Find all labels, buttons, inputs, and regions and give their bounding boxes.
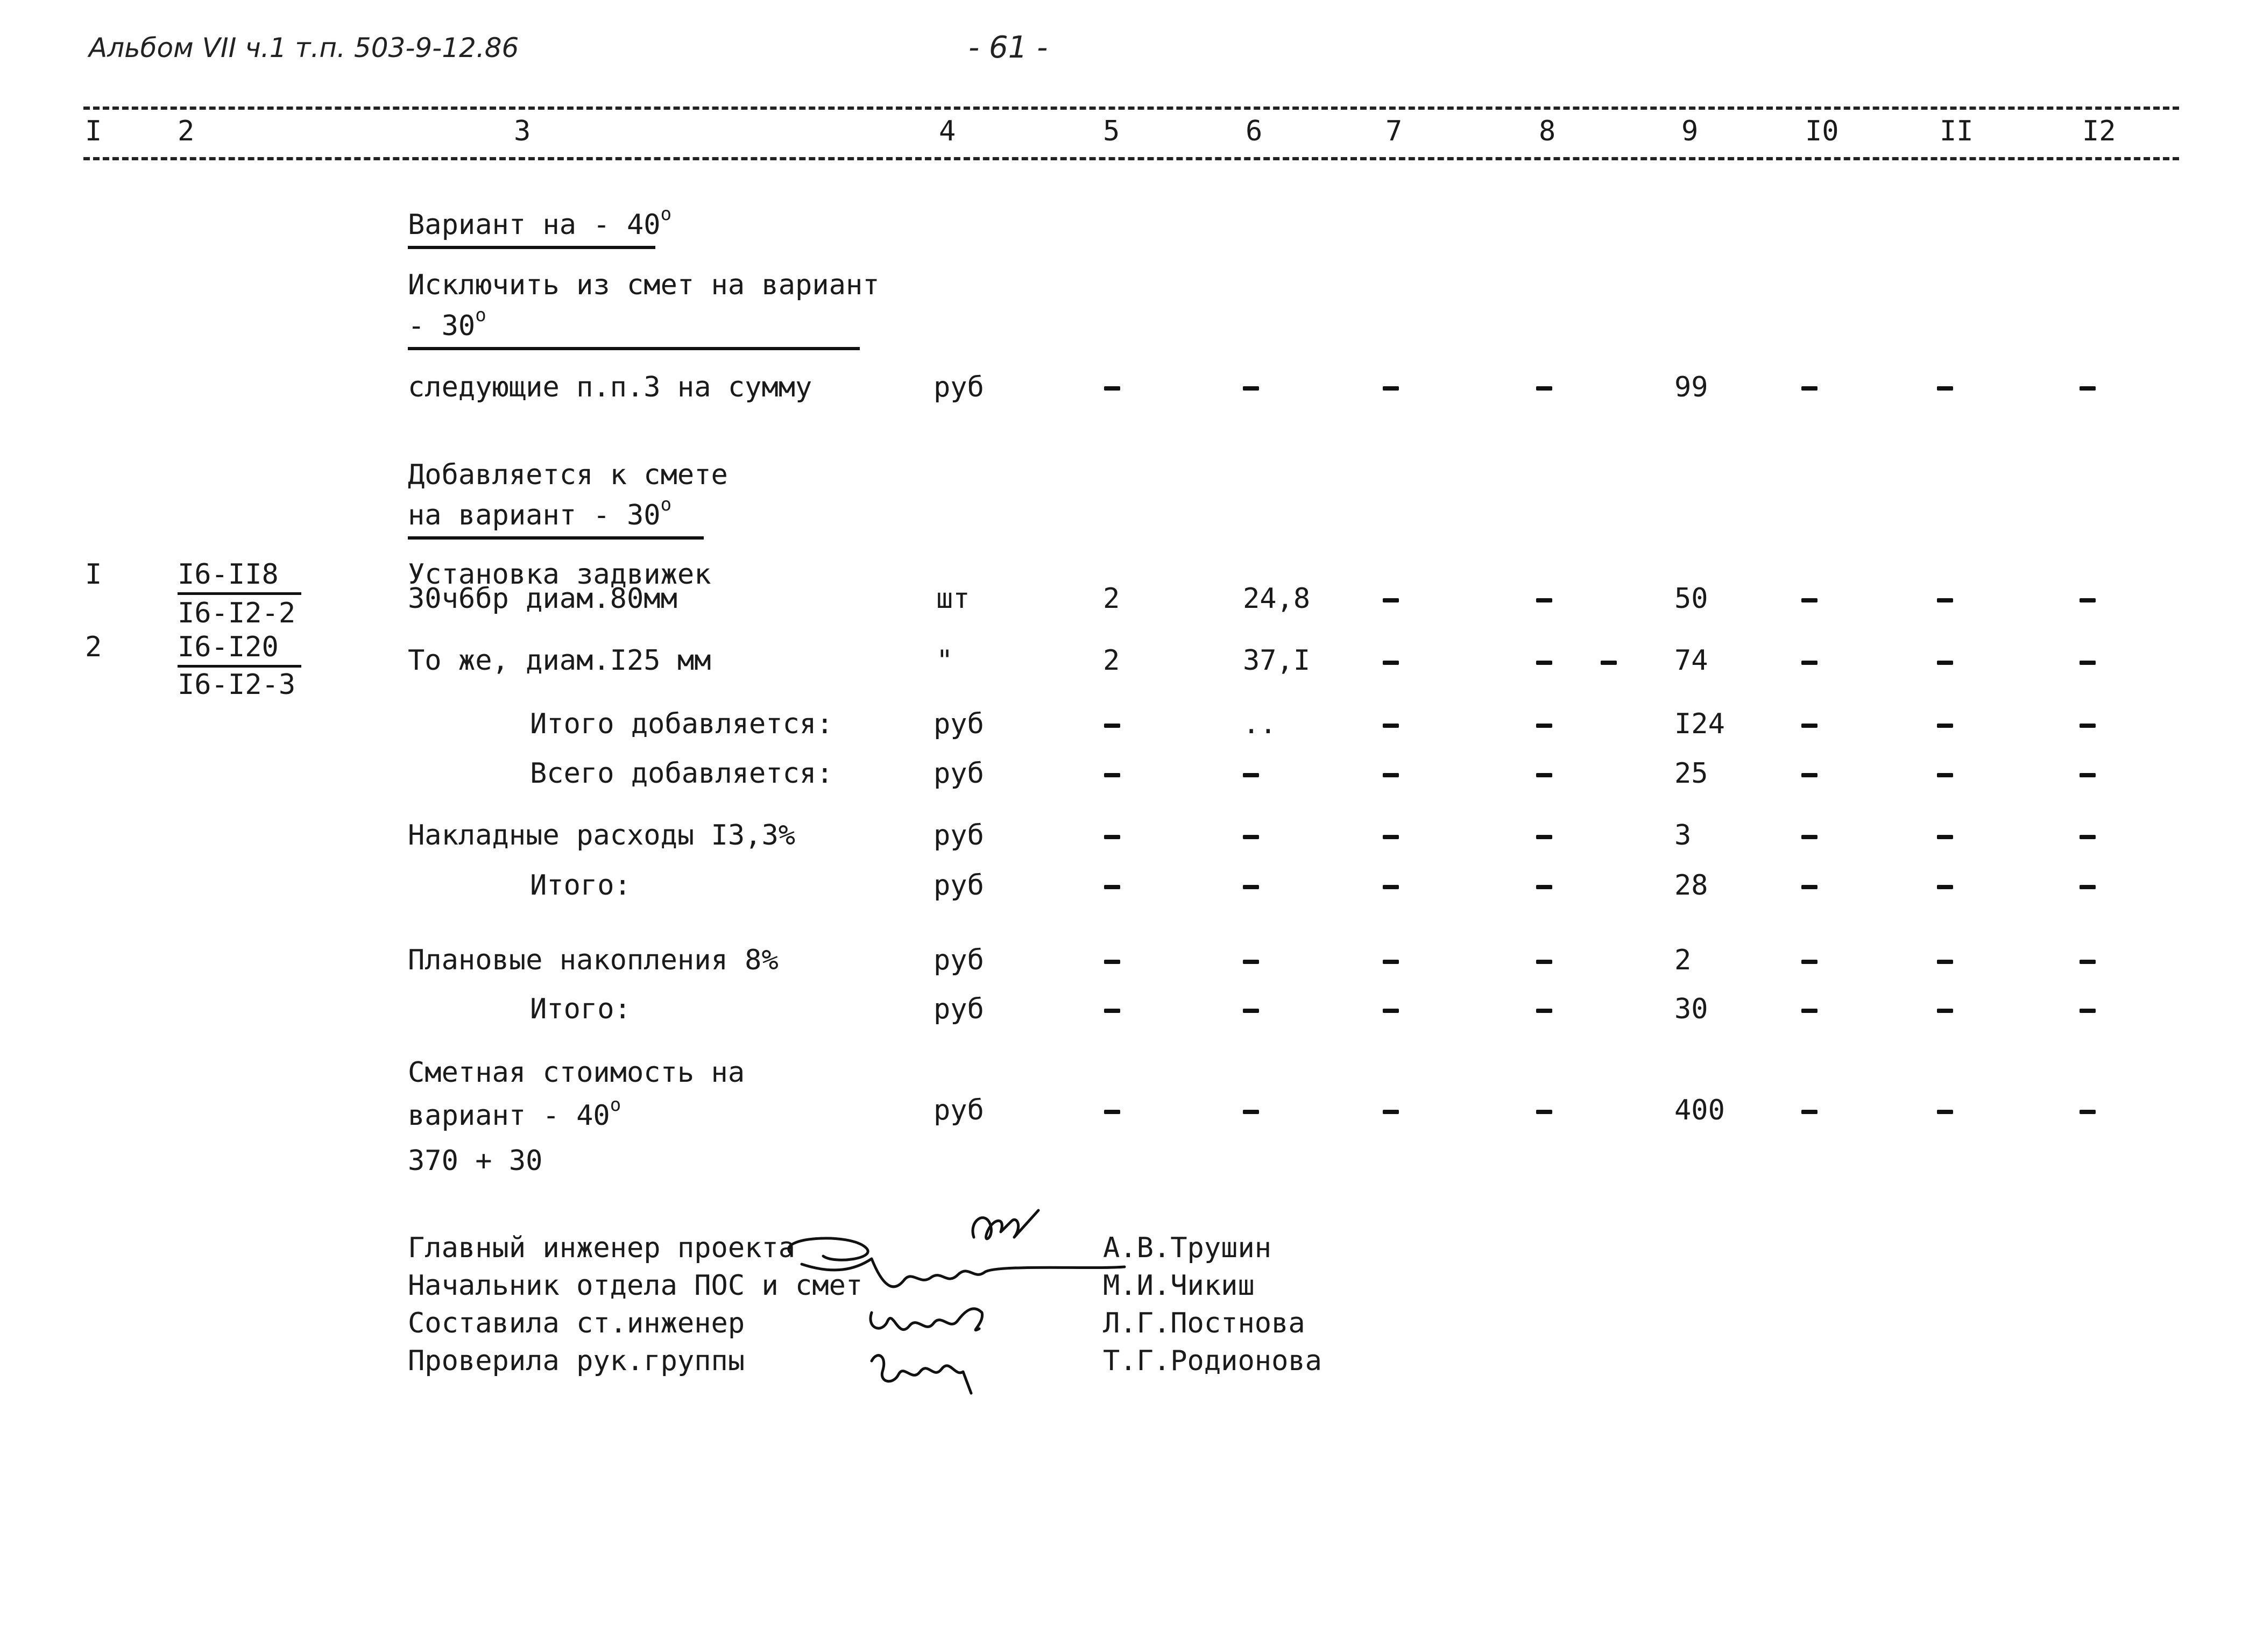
column-header-7: 7 — [1385, 115, 1403, 147]
dash — [1937, 598, 1953, 602]
header-bottom-rule — [83, 157, 2179, 160]
dash — [1104, 1009, 1120, 1013]
column-header-2: 2 — [178, 115, 195, 147]
following-unit: руб — [933, 371, 984, 403]
vsego-add-col9: 25 — [1674, 757, 1708, 790]
signature-title-1: Главный инженер проекта — [408, 1232, 796, 1264]
dash — [1536, 661, 1552, 665]
dash — [1383, 724, 1399, 728]
overhead-unit: руб — [933, 819, 984, 852]
dash — [2080, 960, 2096, 964]
row2-col6: 37,I — [1243, 644, 1311, 677]
vsego-add-unit: руб — [933, 757, 984, 790]
dash — [2080, 724, 2096, 728]
overhead-col9: 3 — [1674, 819, 1692, 852]
estimate-line2: вариант - 40$^o$ — [408, 1094, 621, 1132]
dash — [1536, 1110, 1552, 1114]
dash — [1937, 1110, 1953, 1114]
dash — [1104, 885, 1120, 889]
album-reference: Альбом VII ч.1 т.п. 503-9-12.86 — [89, 32, 519, 63]
dash — [1937, 835, 1953, 839]
dash — [1243, 835, 1259, 839]
row2-text: То же, диам.I25 мм — [408, 644, 711, 677]
dash — [1937, 661, 1953, 665]
signature-name-3: Л.Г.Постнова — [1103, 1307, 1305, 1339]
dash — [2080, 835, 2096, 839]
dash — [2080, 1110, 2096, 1114]
dash — [1104, 386, 1120, 391]
add-heading-line2: на вариант - 30$^o$ — [408, 495, 704, 540]
row1-col5: 2 — [1103, 583, 1120, 615]
dash — [1937, 386, 1953, 391]
dash — [1801, 661, 1817, 665]
itogo2-col9: 30 — [1674, 993, 1708, 1025]
itogo1-label: Итого: — [530, 869, 631, 902]
dash — [2080, 773, 2096, 777]
dash — [1801, 773, 1817, 777]
estimate-unit: руб — [933, 1094, 984, 1126]
itogo-add-col6: .. — [1243, 708, 1277, 740]
dash — [1104, 724, 1120, 728]
column-header-4: 4 — [939, 115, 956, 147]
signature-title-3: Составила ст.инженер — [408, 1307, 745, 1339]
signature-name-4: Т.Г.Родионова — [1103, 1345, 1322, 1377]
dash — [1383, 1009, 1399, 1013]
itogo1-col9: 28 — [1674, 869, 1708, 902]
itogo2-label: Итого: — [530, 993, 631, 1025]
dash — [1383, 960, 1399, 964]
itogo-add-label: Итого добавляется: — [530, 708, 833, 740]
dash — [1383, 386, 1399, 391]
page-number: - 61 - — [968, 30, 1048, 65]
dash — [1937, 960, 1953, 964]
column-header-12: I2 — [2082, 115, 2116, 147]
itogo-add-col9: I24 — [1674, 708, 1725, 740]
dash — [1801, 386, 1817, 391]
overhead-label: Накладные расходы I3,3% — [408, 819, 796, 852]
dash — [1536, 773, 1552, 777]
column-header-3: 3 — [514, 115, 531, 147]
row2-code2: I6-I2-3 — [178, 669, 296, 701]
signature-title-4: Проверила рук.группы — [408, 1345, 745, 1377]
dash — [1383, 885, 1399, 889]
dash — [2080, 1009, 2096, 1013]
row2-col5: 2 — [1103, 644, 1120, 677]
handwritten-signatures — [769, 1200, 1146, 1426]
dash — [1536, 598, 1552, 602]
dash — [1104, 773, 1120, 777]
dash — [1383, 598, 1399, 602]
row2-unit: " — [936, 644, 953, 677]
row1-number: I — [85, 558, 102, 591]
dash — [2080, 598, 2096, 602]
dash — [1536, 724, 1552, 728]
column-header-8: 8 — [1539, 115, 1556, 147]
dash — [1104, 835, 1120, 839]
dash — [1801, 960, 1817, 964]
dash — [1104, 1110, 1120, 1114]
dash — [1801, 1009, 1817, 1013]
itogo1-unit: руб — [933, 869, 984, 902]
row1-text1: Установка задвижек — [408, 558, 711, 591]
dash — [1937, 1009, 1953, 1013]
signature-title-2: Начальник отдела ПОС и смет — [408, 1270, 863, 1302]
dash — [1536, 885, 1552, 889]
estimate-line1: Сметная стоимость на — [408, 1057, 745, 1089]
planned-savings-label: Плановые накопления 8% — [408, 944, 779, 976]
row2-col9: 74 — [1674, 644, 1708, 677]
add-heading-line1: Добавляется к смете — [408, 459, 728, 491]
exclude-heading-line2: - 30$^o$ — [408, 306, 860, 350]
planned-savings-unit: руб — [933, 944, 984, 976]
dash — [1383, 661, 1399, 665]
dash — [1383, 835, 1399, 839]
following-col9: 99 — [1674, 371, 1708, 403]
row1-unit: шт — [936, 583, 970, 615]
dash — [2080, 386, 2096, 391]
exclude-heading-line1: Исключить из смет на вариант — [408, 269, 880, 301]
dash — [2080, 661, 2096, 665]
dash — [1104, 960, 1120, 964]
dash — [2080, 885, 2096, 889]
dash — [1536, 1009, 1552, 1013]
variant-title: Вариант на - 40$^o$ — [408, 204, 655, 249]
column-header-1: I — [85, 115, 102, 147]
row1-code2: I6-I2-2 — [178, 597, 296, 629]
signature-name-2: М.И.Чикиш — [1103, 1270, 1255, 1302]
dash — [1536, 386, 1552, 391]
dash — [1801, 1110, 1817, 1114]
dash — [1243, 1009, 1259, 1013]
row1-code1: I6-II8 — [178, 559, 301, 595]
itogo-add-unit: руб — [933, 708, 984, 740]
estimate-col9: 400 — [1674, 1094, 1725, 1126]
row1-text2: 30ч6бр диам.80мм — [408, 583, 677, 615]
following-items-label: следующие п.п.3 на сумму — [408, 371, 812, 403]
dash — [1243, 885, 1259, 889]
column-header-5: 5 — [1103, 115, 1120, 147]
vsego-add-label: Всего добавляется: — [530, 757, 833, 790]
dash — [1937, 724, 1953, 728]
dash — [1937, 773, 1953, 777]
dash — [1801, 885, 1817, 889]
column-header-6: 6 — [1246, 115, 1263, 147]
dash — [1243, 386, 1259, 391]
dash — [1937, 885, 1953, 889]
dash — [1243, 773, 1259, 777]
dash — [1243, 1110, 1259, 1114]
header-top-rule — [83, 107, 2179, 110]
dash — [1536, 835, 1552, 839]
column-header-10: I0 — [1805, 115, 1839, 147]
dash — [1383, 773, 1399, 777]
dash — [1801, 598, 1817, 602]
signature-name-1: А.В.Трушин — [1103, 1232, 1272, 1264]
dash — [1801, 724, 1817, 728]
row1-col6: 24,8 — [1243, 583, 1311, 615]
sum-note: 370 + 30 — [408, 1145, 543, 1177]
column-header-11: II — [1940, 115, 1974, 147]
row2-code1: I6-I20 — [178, 632, 301, 668]
column-header-9: 9 — [1681, 115, 1699, 147]
planned-savings-col9: 2 — [1674, 944, 1692, 976]
dash — [1536, 960, 1552, 964]
row2-number: 2 — [85, 631, 102, 663]
dash — [1243, 960, 1259, 964]
dash — [1801, 835, 1817, 839]
itogo2-unit: руб — [933, 993, 984, 1025]
dash — [1383, 1110, 1399, 1114]
row1-col9: 50 — [1674, 583, 1708, 615]
dash — [1601, 661, 1617, 665]
